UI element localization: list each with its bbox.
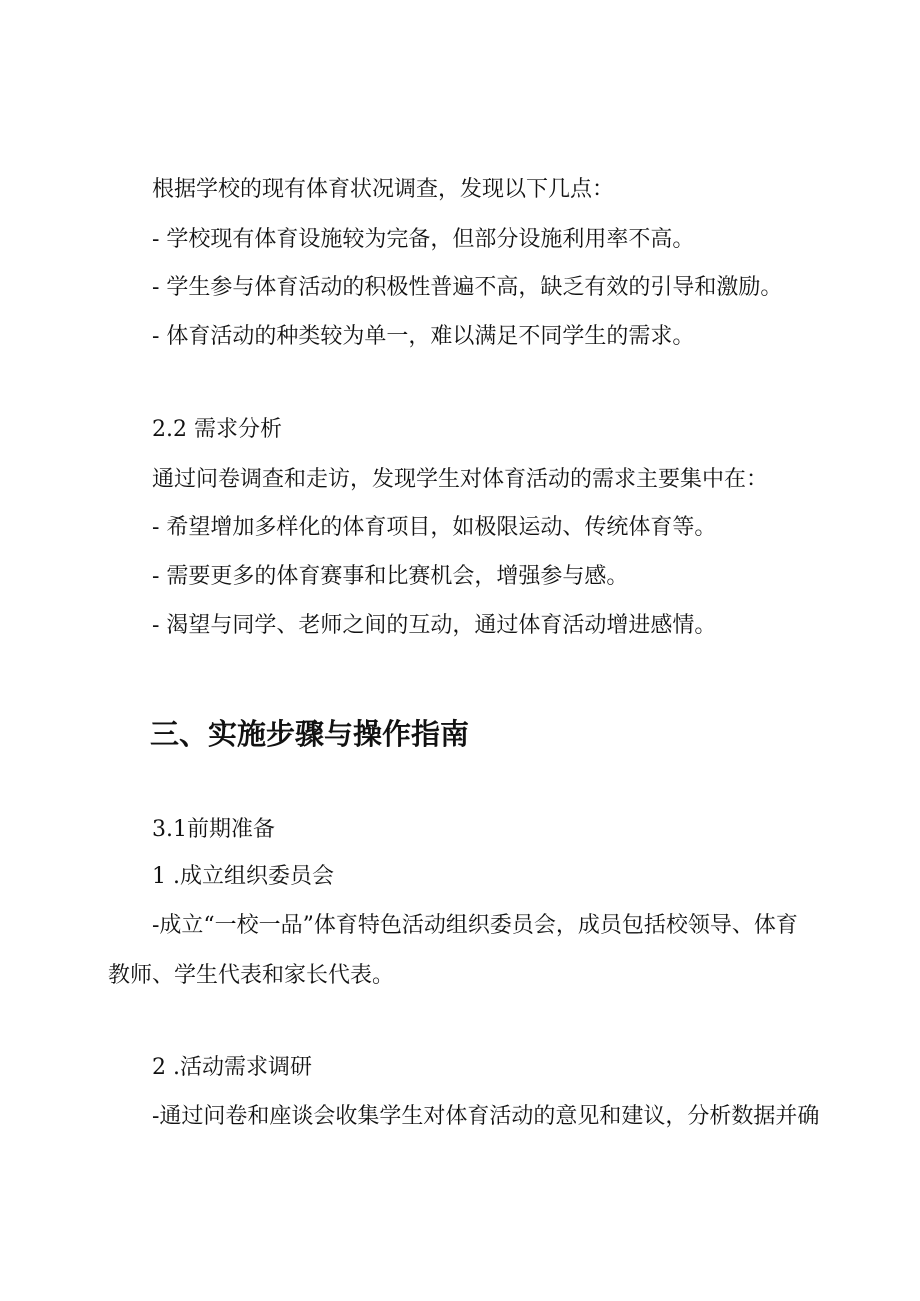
section-2-2-intro: 通过问卷调查和走访，发现学生对体育活动的需求主要集中在： — [152, 467, 769, 492]
list-item: - 渴望与同学、老师之间的互动，通过体育活动增进感情。 — [152, 613, 717, 638]
chapter-3-heading: 三、实施步骤与操作指南 — [150, 717, 470, 751]
list-item: - 体育活动的种类较为单一，难以满足不同学生的需求。 — [152, 324, 695, 349]
item-1-title: 1 .成立组织委员会 — [152, 864, 334, 889]
list-item: - 需要更多的体育赛事和比赛机会，增强参与感。 — [152, 564, 629, 589]
list-item: - 学校现有体育设施较为完备，但部分设施利用率不高。 — [152, 227, 695, 252]
item-2-line-1: -通过问卷和座谈会收集学生对体育活动的意见和建议，分析数据并确 — [152, 1104, 820, 1129]
subsection-3-1-title: 3.1前期准备 — [152, 817, 275, 842]
section-2-2-title: 2.2 需求分析 — [152, 417, 282, 442]
section-2-1-intro: 根据学校的现有体育状况调查，发现以下几点： — [152, 177, 615, 202]
item-1-line-2: 教师、学生代表和家长代表。 — [108, 963, 395, 988]
list-item: - 学生参与体育活动的积极性普遍不高，缺乏有效的引导和激励。 — [152, 275, 783, 300]
item-1-line-1: -成立“一校一品”体育特色活动组织委员会，成员包括校领导、体育 — [152, 913, 798, 938]
item-2-title: 2 .活动需求调研 — [152, 1055, 312, 1080]
list-item: - 希望增加多样化的体育项目，如极限运动、传统体育等。 — [152, 515, 717, 540]
